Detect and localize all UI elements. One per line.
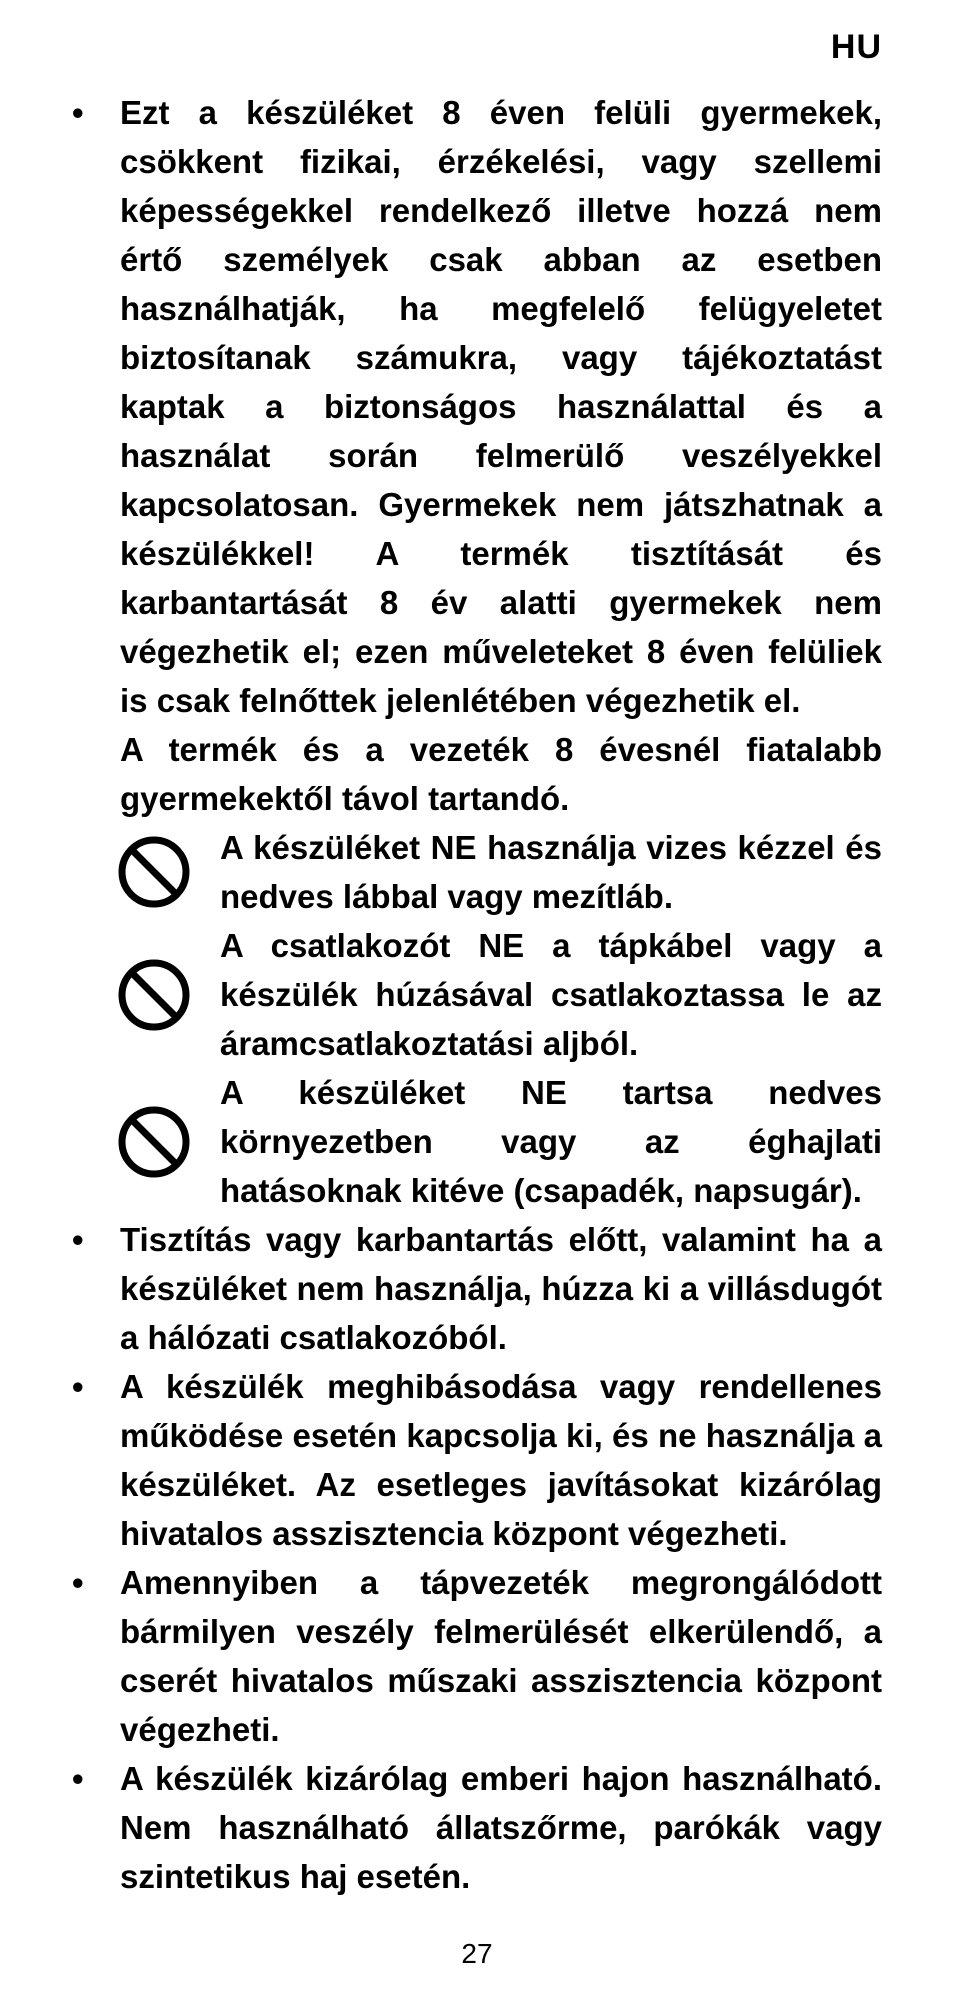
power-cord-text: Amennyiben a tápvezeték megrongálódott bármilyen veszély felmerülését elkerülendő, a cserét hivatalos műszaki asszisztencia központ végezheti. — [120, 1564, 882, 1748]
children-safety-text: Ezt a készüléket 8 éven felüli gyermekek, csökkent fizikai, érzékelési, vagy szellemi képességekkel rendelkező illetve hozzá nem értő személyek csak abban az esetben használhatják, ha megfelelő felügyeletet biztosítanak számukra, vagy tájékoztatást kaptak a biztonságos használattal és a használat során felmerülő veszélyekkel kapcsolatosan. Gyermekek nem játszhatnak a készülékkel! A termék tisztítását és karbantartását 8 év alatti gyermekek nem végezhetik el; ezen műveleteket 8 éven felüliek is csak felnőttek jelenlétében végezhetik el. — [120, 94, 882, 719]
bullet: • — [72, 94, 84, 131]
children-safety-continued-text: A termék és a vezeték 8 évesnél fiatalabb gyermekektől távol tartandó. — [120, 731, 882, 817]
list-item-children-safety — [0, 88, 954, 823]
warning-wet-hands — [220, 823, 882, 921]
manual-content — [0, 88, 954, 1901]
malfunction-text: A készülék meghibásodása vagy rendellenes működése esetén kapcsolja ki, és ne használja a készüléket. Az esetleges javításokat kizárólag hivatalos asszisztencia központ végezheti. — [120, 1368, 882, 1552]
bullet: • — [72, 1221, 84, 1258]
prohibition-icon — [116, 834, 192, 910]
list-item-power-cord — [0, 1558, 954, 1754]
prohibition-icon — [116, 957, 192, 1033]
bullet: • — [72, 1760, 84, 1797]
warning-text: A csatlakozót NE a tápkábel vagy a készülék húzásával csatlakoztassa le az áramcsatlakoztatási aljból. — [220, 927, 882, 1062]
warning-text: A készüléket NE használja vizes kézzel és nedves lábbal vagy mezítláb. — [220, 829, 882, 915]
list-item-cleaning — [0, 1215, 954, 1362]
list-item-malfunction — [0, 1362, 954, 1558]
cleaning-text: Tisztítás vagy karbantartás előtt, valamint ha a készüléket nem használja, húzza ki a villásdugót a hálózati csatlakozóból. — [120, 1221, 882, 1356]
prohibition-icon — [116, 1104, 192, 1180]
bullet: • — [72, 1368, 84, 1405]
warning-plug-removal — [220, 921, 882, 1068]
page-number: 27 — [461, 1938, 493, 1969]
list-item-human-hair — [0, 1754, 954, 1901]
warning-humid-environment — [220, 1068, 882, 1215]
human-hair-text: A készülék kizárólag emberi hajon használható. Nem használható állatszőrme, parókák vagy szintetikus haj esetén. — [120, 1760, 882, 1895]
bullet: • — [72, 1564, 84, 1601]
warning-text: A készüléket NE tartsa nedves környezetben vagy az éghajlati hatásoknak kitéve (csapadék, napsugár). — [220, 1074, 882, 1209]
language-code: HU — [830, 28, 882, 66]
